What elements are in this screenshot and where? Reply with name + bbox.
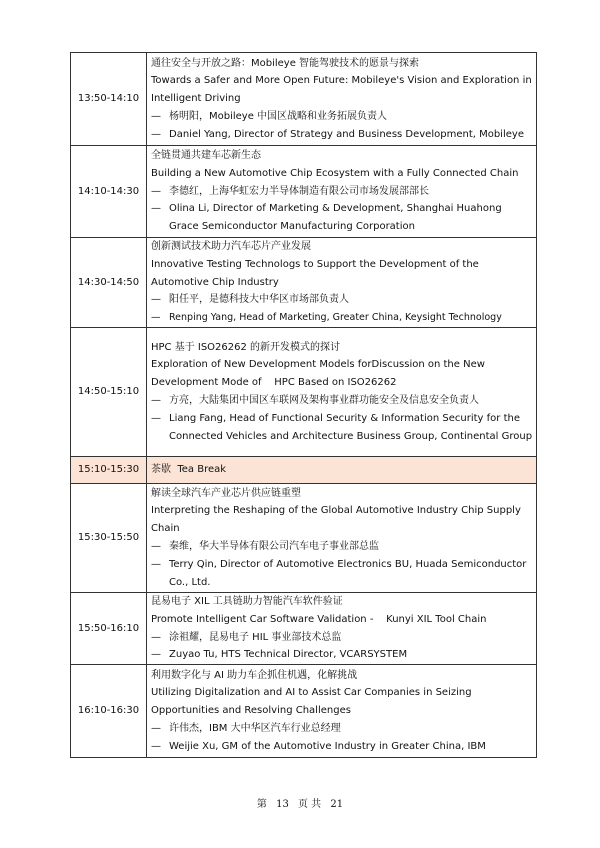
speaker-en — [151, 126, 533, 144]
speaker-zh-text: 涂祖耀，昆易电子 HIL 事业部技术总监 — [169, 631, 342, 643]
session-time: 14:10-14:30 — [71, 146, 147, 238]
tea-break-label: 茶歇 Tea Break — [147, 457, 537, 484]
speaker-en — [151, 410, 533, 446]
session-content — [147, 146, 537, 238]
session-title-en: Towards a Safer and More Open Future: Mobileye's Vision and Exploration in Intelligent Driving — [151, 75, 532, 105]
total-pages: 21 — [330, 799, 344, 810]
dash-mark: — — [151, 128, 161, 140]
session-row — [71, 484, 537, 593]
speaker-zh-text: 阳任平，是德科技大中华区市场部负责人 — [169, 294, 349, 306]
dash-mark: — — [151, 185, 161, 197]
session-row — [71, 238, 537, 328]
session-time: 15:30-15:50 — [71, 484, 147, 593]
session-time: 15:10-15:30 — [71, 457, 147, 484]
session-content — [147, 328, 537, 457]
dash-mark: — — [151, 203, 161, 215]
session-title-en: Building a New Automotive Chip Ecosystem with a Fully Connected Chain — [151, 167, 519, 179]
speaker-zh-text: 方亮，大陆集团中国区车联网及架构事业群功能安全及信息安全负责人 — [169, 395, 479, 406]
session-time: 16:10-16:30 — [71, 665, 147, 758]
session-time: 14:30-14:50 — [71, 238, 147, 328]
speaker-en — [151, 200, 533, 236]
session-title-zh: 昆易电子 XIL 工具链助力智能汽车软件验证 — [151, 596, 343, 607]
speaker-en — [151, 646, 533, 664]
speaker-en — [151, 738, 533, 756]
speaker-en-text: Liang Fang, Head of Functional Security & Information Security for the Connected Vehicles and Architecture Business Group, Continental Group — [169, 412, 533, 442]
footer-middle: 页 共 — [298, 799, 322, 810]
speaker-zh — [151, 720, 533, 738]
session-title-zh: 全链贯通共建车芯新生态 — [151, 150, 261, 161]
session-content — [147, 593, 537, 665]
speaker-zh-text: 许伟杰，IBM 大中华区汽车行业总经理 — [169, 723, 341, 735]
speaker-en-text: Weijie Xu, GM of the Automotive Industry in Greater China, IBM — [169, 740, 486, 752]
dash-mark: — — [151, 631, 161, 643]
speaker-en-text: Terry Qin, Director of Automotive Electronics BU, Huada Semiconductor Co., Ltd. — [169, 558, 527, 588]
session-title-zh: 通往安全与开放之路：Mobileye 智能驾驶技术的愿景与探索 — [151, 57, 420, 69]
agenda-table — [70, 52, 537, 758]
session-content — [147, 665, 537, 758]
page-footer — [0, 795, 600, 810]
dash-mark: — — [151, 110, 161, 122]
speaker-en-text: Olina Li, Director of Marketing & Development, Shanghai Huahong Grace Semiconductor Manufacturing Corporation — [169, 203, 502, 233]
dash-mark: — — [151, 723, 161, 735]
page-number: 13 — [276, 799, 289, 810]
session-row — [71, 53, 537, 146]
speaker-en-text: Renping Yang, Head of Marketing, Greater China, Keysight Technology — [169, 312, 502, 324]
speaker-zh-text: 李德红，上海华虹宏力半导体制造有限公司市场发展部部长 — [169, 185, 429, 197]
tea-break-row — [71, 457, 537, 484]
session-title-zh: 利用数字化与 AI 助力车企抓住机遇，化解挑战 — [151, 669, 358, 681]
session-title-en: Exploration of New Development Models forDiscussion on the New Development Mode of HPC Based on ISO26262 — [151, 359, 489, 389]
session-content — [147, 484, 537, 593]
speaker-zh — [151, 108, 533, 126]
session-time: 14:50-15:10 — [71, 328, 147, 457]
session-row — [71, 593, 537, 665]
speaker-zh — [151, 392, 533, 410]
session-title-en: Innovative Testing Technologs to Support the Development of the Automotive Chip Industry — [151, 258, 479, 288]
speaker-zh-text: 秦维，华大半导体有限公司汽车电子事业部总监 — [169, 541, 379, 552]
dash-mark: — — [151, 294, 161, 306]
session-row — [71, 328, 537, 457]
session-time: 13:50-14:10 — [71, 53, 147, 146]
session-title-en: Promote Intelligent Car Software Validation - Kunyi XIL Tool Chain — [151, 613, 487, 625]
speaker-en — [151, 309, 533, 327]
dash-mark: — — [151, 558, 161, 570]
speaker-zh — [151, 538, 533, 556]
speaker-zh — [151, 291, 533, 309]
speaker-en-text: Daniel Yang, Director of Strategy and Business Development, Mobileye — [169, 128, 524, 140]
speaker-zh — [151, 183, 533, 201]
speaker-zh — [151, 629, 533, 647]
dash-mark: — — [151, 541, 161, 552]
speaker-en — [151, 556, 533, 592]
dash-mark: — — [151, 649, 161, 661]
session-title-en: Utilizing Digitalization and AI to Assist Car Companies in Seizing Opportunities and Resolving Challenges — [151, 687, 472, 717]
session-title-zh: 解读全球汽车产业芯片供应链重塑 — [151, 487, 301, 499]
session-title-zh: HPC 基于 ISO26262 的新开发模式的探讨 — [151, 341, 341, 353]
dash-mark: — — [151, 312, 161, 324]
dash-mark: — — [151, 740, 161, 752]
session-row — [71, 665, 537, 758]
session-row — [71, 146, 537, 238]
speaker-zh-text: 杨明阳，Mobileye 中国区战略和业务拓展负责人 — [169, 110, 388, 122]
session-title-zh: 创新测试技术助力汽车芯片产业发展 — [151, 241, 311, 252]
dash-mark: — — [151, 412, 161, 424]
session-title-en: Interpreting the Reshaping of the Global Automotive Industry Chip Supply Chain — [151, 505, 521, 535]
session-content — [147, 238, 537, 328]
speaker-en-text: Zuyao Tu, HTS Technical Director, VCARSYSTEM — [169, 649, 408, 661]
dash-mark: — — [151, 395, 161, 406]
footer-prefix: 第 — [256, 799, 267, 810]
session-content — [147, 53, 537, 146]
session-time: 15:50-16:10 — [71, 593, 147, 665]
